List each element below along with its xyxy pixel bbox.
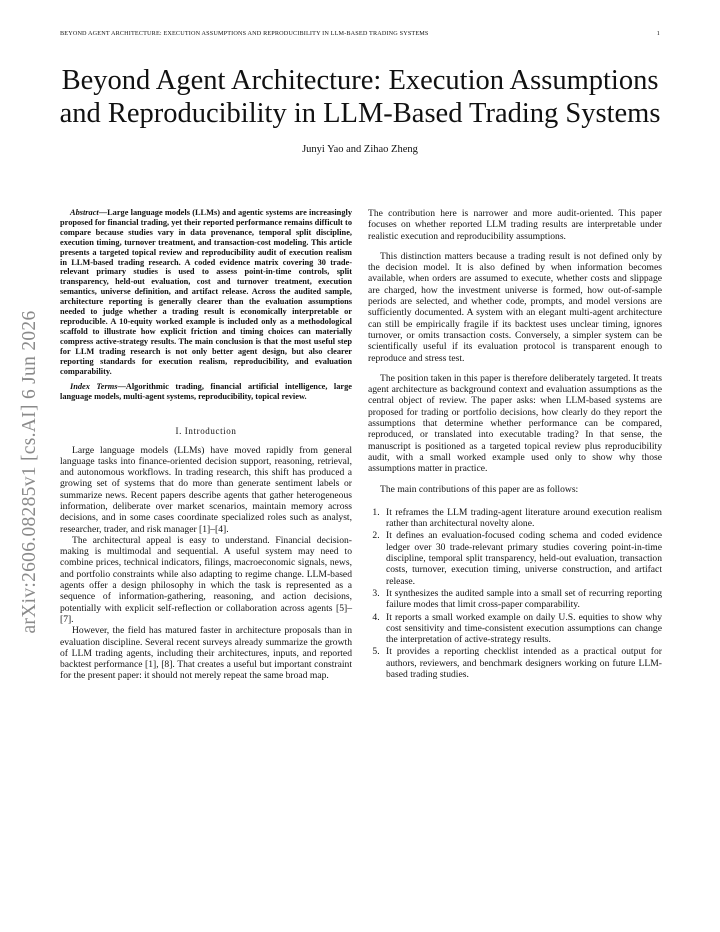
body-paragraph: This distinction matters because a trading result is not defined only by the decision model. It is also defined by when information becomes available, when orders are assumed to execute, whether costs and slippage are charged, how the investment universe is formed, how out-of-sample periods are selected, and whether code, prompts, and model versions are sufficiently documented. A system with an elegant multi-agent architecture can still be empirically fragile if its backtest uses unclear timing, ignores turnover, or omits transaction costs. Conversely, a simpler system can be scientifically useful if its evaluation protocol is transparent enough to reproduce and stress test. (368, 250, 662, 364)
intro-paragraph: However, the field has matured faster in architecture proposals than in evaluation discipline. Several recent surveys already summarize the growth of LLM trading agents, including their architectures, inputs, and reported backtest performance [1], [8]. That creates a useful but important constraint for the present paper: it should not merely repeat the same broad map. (60, 625, 352, 682)
contributions-list (368, 507, 662, 680)
section-heading (60, 426, 352, 437)
body-paragraph: The contribution here is narrower and more audit-oriented. This paper focuses on whether reported LLM trading results are interpretable under realistic execution and reproducibility assumptions. (368, 208, 662, 242)
running-title: BEYOND AGENT ARCHITECTURE: EXECUTION ASSUMPTIONS AND REPRODUCIBILITY IN LLM-BASED TRADING SYSTEMS (60, 30, 429, 37)
body-paragraph: The position taken in this paper is therefore deliberately targeted. It treats agent architecture as background context and evaluation assumptions as the central object of review. The paper asks: when LLM-based systems are proposed for trading or portfolio decisions, how clearly do they report the assumptions that determine whether performance can be compared, reproduced, or translated into executable trading? In that sense, the manuscript is positioned as a targeted topical review plus reproducibility audit, with a small worked example used only to show why those assumptions matter in practice. (368, 372, 662, 475)
section-title: I. Introduction (175, 426, 237, 437)
title-line-1: Beyond Agent Architecture: Execution Assumptions (61, 65, 659, 96)
index-terms-text: —Algorithmic trading, financial artificial intelligence, large language models, multi-agent systems, reproducibility, topical review. (60, 382, 352, 402)
authors: Junyi Yao and Zihao Zheng (302, 144, 418, 155)
contribution-item: 1. It reframes the LLM trading-agent literature around execution realism rather than architectural novelty alone. (382, 507, 662, 530)
contribution-item: 5. It provides a reporting checklist intended as a practical output for authors, reviewers, and benchmark designers working on future LLM-based trading studies. (382, 646, 662, 680)
contribution-item: 4. It reports a small worked example on daily U.S. equities to show why cost sensitivity and time-consistent execution assumptions can change the interpretation of active-strategy results. (382, 612, 662, 646)
arxiv-stamp-text: arXiv:2606.08285v1 [cs.AI] 6 Jun 2026 (19, 310, 40, 634)
intro-paragraph: The architectural appeal is easy to understand. Financial decision-making is multimodal and sequential. A useful system may need to combine prices, technical indicators, filings, macroeconomic signals, news, and portfolio constraints while also adapting to regime change. LLM-based agents offer a design philosophy in which the task is represented as a sequence of information-gathering, reasoning, and action decisions, potentially with explicit self-reflection or collaboration across agents [5]–[7]. (60, 534, 352, 625)
contribution-item: 3. It synthesizes the audited sample into a small set of recurring reporting failure modes that limit cross-paper comparability. (382, 588, 662, 611)
contribution-item: 2. It defines an evaluation-focused coding schema and coded evidence ledger over 30 trade-relevant primary studies covering point-in-time discipline, temporal split transparency, held-out evaluation, transaction costs, turnover, execution timing, universe construction, and artifact release. (382, 530, 662, 586)
abstract (60, 208, 352, 376)
left-column (60, 208, 352, 682)
abstract-label: Abstract (70, 208, 99, 217)
body-paragraph: The main contributions of this paper are as follows: (380, 483, 579, 495)
arxiv-stamp (10, 282, 50, 662)
index-terms (60, 382, 352, 402)
right-column (368, 208, 662, 681)
intro-paragraph: Large language models (LLMs) have moved rapidly from general language tasks into finance-oriented decision support, reasoning, retrieval, and autonomous workflows. In trading research, this shift has produced a growing set of systems that do more than generate sentiment labels or summarize news. Recent papers describe agents that gather heterogeneous information, deliberate over market scenarios, maintain memory across decisions, and in some cases coordinate specialized roles such as analyst, researcher, trader, and risk manager [1]–[4]. (60, 444, 352, 535)
title-line-2: and Reproducibility in LLM-Based Trading Systems (59, 98, 661, 129)
abstract-text: —Large language models (LLMs) and agentic systems are increasingly proposed for financial trading, yet their reported performance remains difficult to compare because studies vary in data provenance, temporal split discipline, execution timing, turnover treatment, and transaction-cost modeling. This article presents a targeted topical review and reproducibility audit of execution realism in LLM-based trading research. A coded evidence matrix covering 30 trade-relevant primary studies is used to assess point-in-time controls, split transparency, held-out evaluation, cost and turnover treatment, execution semantics, universe definition, and artifact release. Across the audited sample, architecture reporting is generally clearer than the evaluation assumptions needed to judge whether a trading result is economically interpretable or reproducible. A 10-equity worked example is included only as a methodological scaffold to illustrate how explicit friction and timing choices can materially compress active-strategy results. The main conclusion is that the most useful step for LLM trading research is not only better agent design, but also clearer reporting standards for execution realism, reproducibility, and evaluation comparability. (60, 208, 352, 376)
paper-title (40, 64, 680, 130)
page-number: 1 (656, 30, 660, 37)
index-terms-label: Index Terms (70, 382, 118, 392)
running-header (60, 30, 660, 37)
